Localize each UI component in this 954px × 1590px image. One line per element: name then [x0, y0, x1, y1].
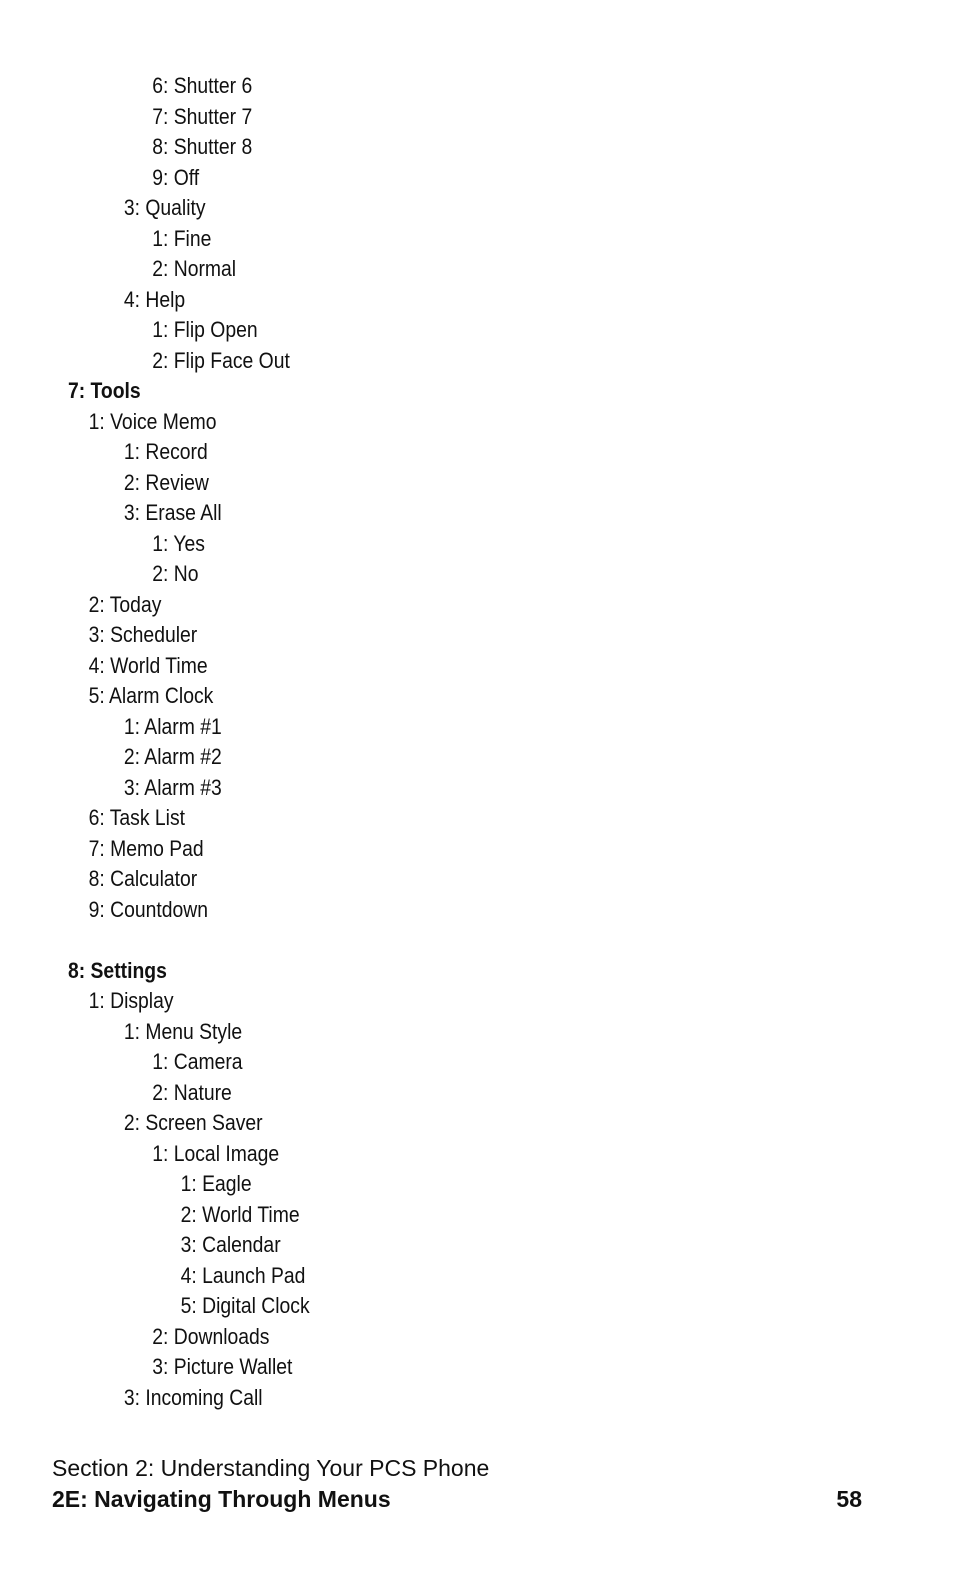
menu-item: 5: Digital Clock: [180, 1293, 310, 1318]
menu-item: 1: Yes: [152, 530, 205, 556]
menu-item: 3: Calendar: [180, 1232, 281, 1257]
menu-item: 3: Incoming Call: [123, 1384, 263, 1410]
menu-item: 1: Alarm #1: [123, 713, 222, 739]
menu-item: 4: Help: [123, 286, 186, 312]
menu-item: 1: Local Image: [152, 1140, 280, 1166]
page-number: 58: [836, 1486, 862, 1512]
menu-item: 2: Normal: [152, 256, 237, 281]
menu-item: 2: Review: [123, 469, 209, 495]
menu-item: 1: Camera: [152, 1049, 243, 1074]
menu-item: 2: Screen Saver: [123, 1110, 263, 1135]
menu-item: 2: No: [152, 561, 199, 586]
menu-spacer: [0, 925, 954, 956]
menu-item: 3: Quality: [123, 195, 206, 220]
menu-item: 1: Voice Memo: [88, 408, 217, 434]
menu-item: 4: Launch Pad: [180, 1262, 306, 1288]
menu-item: 4: World Time: [88, 652, 208, 678]
footer-chapter: [52, 1486, 862, 1513]
menu-list: [0, 71, 954, 1413]
menu-item: 1: Eagle: [180, 1171, 252, 1196]
menu-item: 3: Scheduler: [88, 622, 198, 647]
menu-item: 5: Alarm Clock: [88, 683, 214, 708]
menu-item: 2: Alarm #2: [123, 744, 222, 769]
menu-item: 6: Shutter 6: [152, 73, 253, 98]
menu-item: 1: Display: [88, 988, 174, 1013]
menu-item: 9: Off: [152, 164, 200, 190]
menu-item: 1: Record: [123, 439, 208, 464]
menu-item: 1: Fine: [152, 225, 212, 251]
menu-item: 6: Task List: [88, 805, 186, 830]
menu-item: 3: Picture Wallet: [152, 1354, 293, 1379]
menu-item: 2: Today: [88, 591, 162, 617]
footer-chapter-title: 2E: Navigating Through Menus: [52, 1486, 391, 1512]
menu-item: 2: Flip Face Out: [152, 347, 290, 373]
menu-item: 3: Alarm #3: [123, 774, 222, 800]
menu-item: 2: Nature: [152, 1079, 232, 1105]
menu-item: 2: World Time: [180, 1201, 300, 1227]
menu-item: 3: Erase All: [123, 500, 222, 525]
menu-item: 9: Countdown: [88, 896, 208, 922]
menu-item: 8: Calculator: [88, 866, 198, 891]
menu-item: 7: Memo Pad: [88, 835, 204, 861]
menu-heading: 8: Settings: [67, 957, 167, 983]
menu-item: 8: Shutter 8: [152, 134, 253, 159]
menu-item: 1: Flip Open: [152, 317, 258, 342]
menu-heading: 7: Tools: [67, 378, 141, 403]
footer-section-title: Section 2: Understanding Your PCS Phone: [52, 1455, 490, 1481]
menu-item: 1: Menu Style: [123, 1018, 243, 1044]
menu-item: 2: Downloads: [152, 1323, 270, 1349]
menu-item: 7: Shutter 7: [152, 103, 253, 129]
